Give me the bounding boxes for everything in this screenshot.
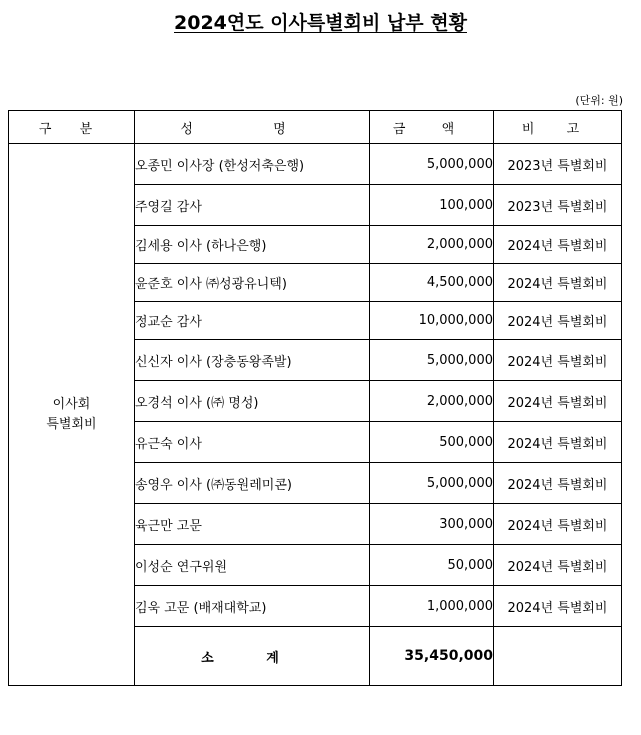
row-name: 정교순 감사	[135, 302, 370, 340]
row-name: 오종민 이사장 (한성저축은행)	[135, 144, 370, 185]
row-amount: 300,000	[370, 504, 494, 545]
row-note: 2023년 특별회비	[494, 185, 622, 226]
row-note: 2024년 특별회비	[494, 264, 622, 302]
row-note: 2023년 특별회비	[494, 144, 622, 185]
row-name: 김욱 고문 (배재대학교)	[135, 586, 370, 627]
row-note: 2024년 특별회비	[494, 381, 622, 422]
row-amount: 10,000,000	[370, 302, 494, 340]
row-note: 2024년 특별회비	[494, 422, 622, 463]
total-label: 소 계	[135, 627, 370, 686]
row-amount: 50,000	[370, 545, 494, 586]
row-note: 2024년 특별회비	[494, 545, 622, 586]
row-amount: 1,000,000	[370, 586, 494, 627]
row-note: 2024년 특별회비	[494, 504, 622, 545]
total-amount: 35,450,000	[370, 627, 494, 686]
row-note: 2024년 특별회비	[494, 226, 622, 264]
row-name: 이성순 연구위원	[135, 545, 370, 586]
row-amount: 100,000	[370, 185, 494, 226]
row-amount: 5,000,000	[370, 340, 494, 381]
row-amount: 2,000,000	[370, 381, 494, 422]
row-note: 2024년 특별회비	[494, 340, 622, 381]
row-amount: 5,000,000	[370, 463, 494, 504]
header-amount: 금 액	[370, 111, 494, 144]
fee-table	[8, 110, 622, 686]
row-name: 윤준호 이사 ㈜성광유니텍)	[135, 264, 370, 302]
total-note	[494, 627, 622, 686]
unit-note: (단위: 원)	[575, 94, 623, 107]
row-name: 송영우 이사 (㈜동원레미콘)	[135, 463, 370, 504]
category-cell	[9, 144, 135, 686]
row-amount: 2,000,000	[370, 226, 494, 264]
header-category: 구 분	[9, 111, 135, 144]
document-title	[0, 8, 641, 35]
row-amount: 500,000	[370, 422, 494, 463]
row-note: 2024년 특별회비	[494, 463, 622, 504]
category-label-line2: 특별회비	[46, 416, 97, 432]
category-label-line1: 이사회	[52, 396, 91, 412]
document-title-text: 2024연도 이사특별회비 납부 현황	[174, 12, 467, 34]
row-name: 주영길 감사	[135, 185, 370, 226]
row-amount: 4,500,000	[370, 264, 494, 302]
header-name: 성 명	[135, 111, 370, 144]
row-note: 2024년 특별회비	[494, 302, 622, 340]
table-row	[9, 144, 622, 185]
row-note: 2024년 특별회비	[494, 586, 622, 627]
header-row	[9, 111, 622, 144]
row-name: 육근만 고문	[135, 504, 370, 545]
row-name: 오경석 이사 (㈜ 명성)	[135, 381, 370, 422]
row-amount: 5,000,000	[370, 144, 494, 185]
row-name: 신신자 이사 (장충동왕족발)	[135, 340, 370, 381]
row-name: 유근숙 이사	[135, 422, 370, 463]
row-name: 김세용 이사 (하나은행)	[135, 226, 370, 264]
header-note: 비 고	[494, 111, 622, 144]
